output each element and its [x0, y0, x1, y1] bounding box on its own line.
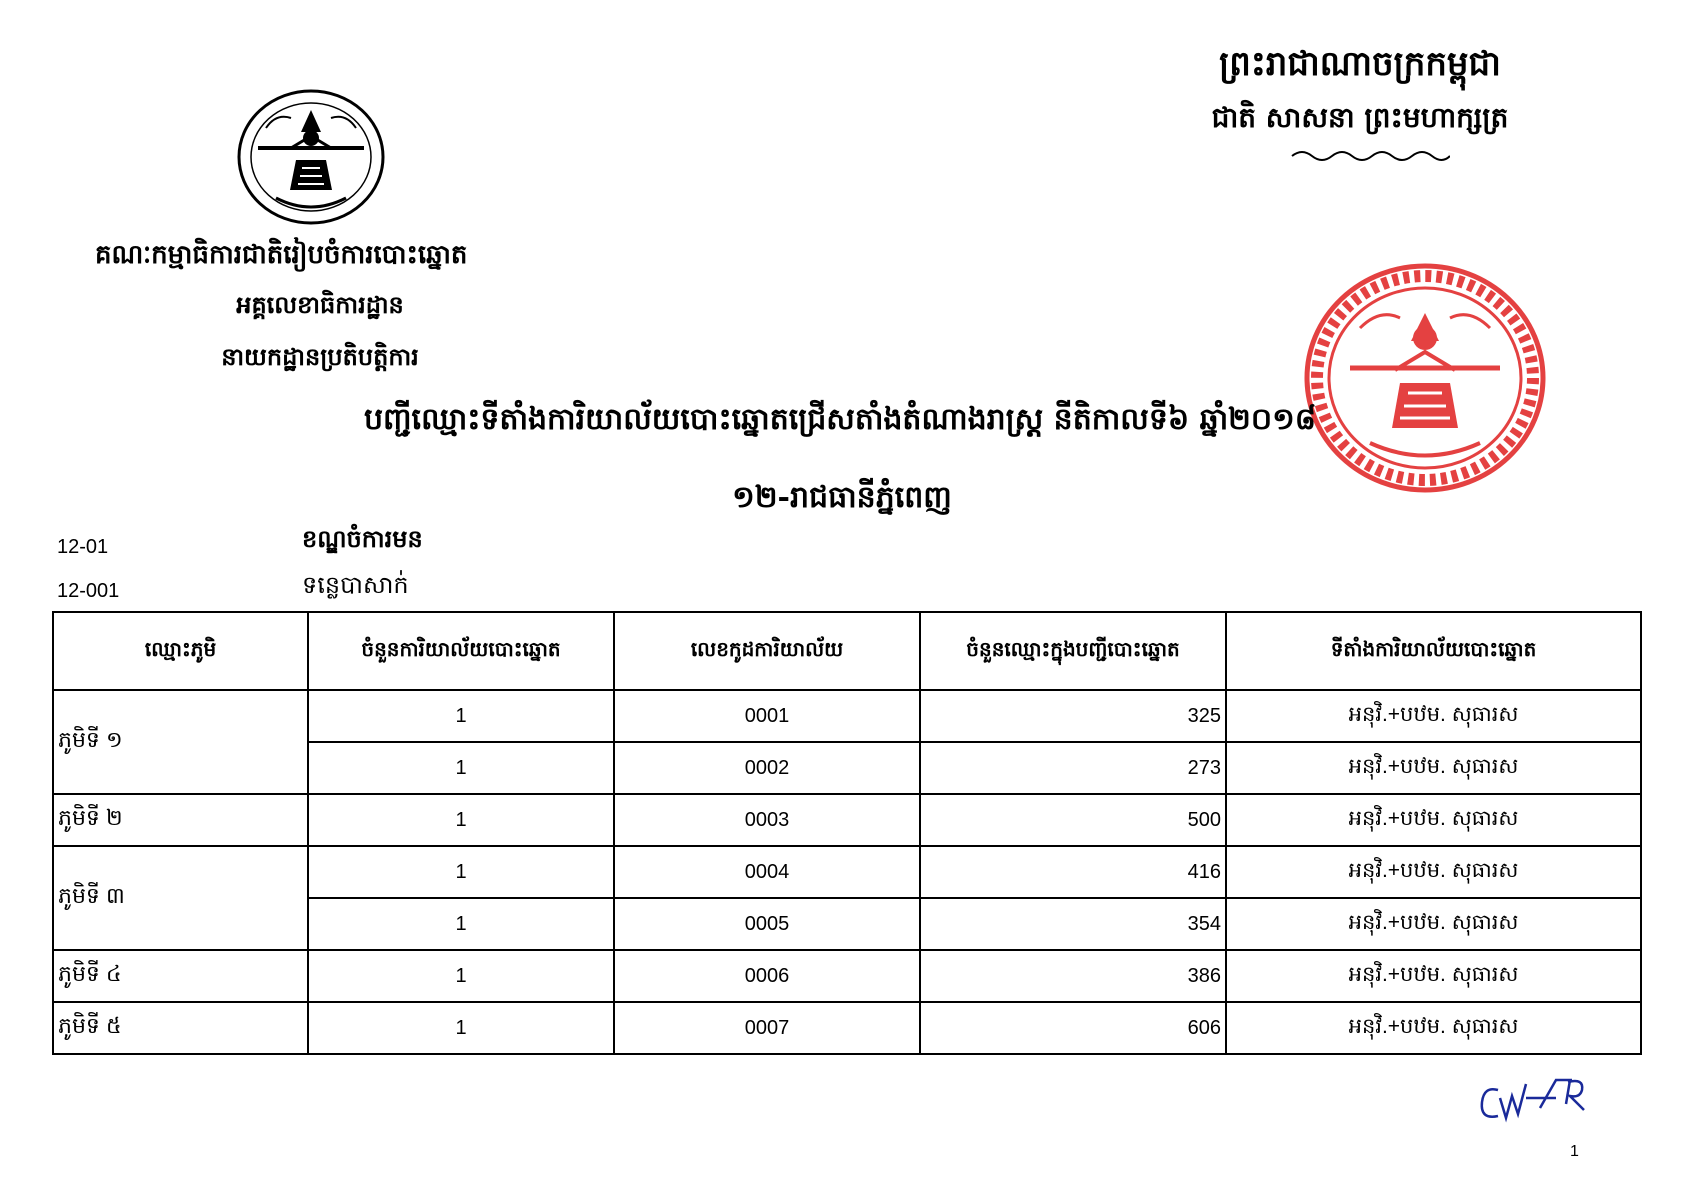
official-seal-stamp: [1300, 258, 1550, 498]
station-location-cell: អនុវិ.+បឋម. សុធារស: [1226, 846, 1641, 898]
station-code-cell: 0003: [614, 794, 920, 846]
table-row: [53, 846, 1641, 898]
handwritten-signature: [1470, 1068, 1620, 1128]
voter-count-cell: 325: [920, 690, 1226, 742]
department-name: អគ្គលេខាធិការដ្ឋាន: [236, 290, 404, 319]
station-code-cell: 0001: [614, 690, 920, 742]
station-code-cell: 0007: [614, 1002, 920, 1054]
voter-count-cell: 273: [920, 742, 1226, 794]
station-location-cell: អនុវិ.+បឋម. សុធារស: [1226, 950, 1641, 1002]
station-location-cell: អនុវិ.+បឋម. សុធារស: [1226, 690, 1641, 742]
village-name-cell: ភូមិទី ៤: [53, 950, 308, 1002]
voter-count-cell: 500: [920, 794, 1226, 846]
document-title: បញ្ជីឈ្មោះទីតាំងការិយាល័យបោះឆ្នោតជ្រើសតាំងតំណាងរាស្ត្រ នីតិកាលទី៦ ឆ្នាំ២០១៨: [363, 402, 1317, 437]
table-row: [53, 690, 1641, 742]
station-code-cell: 0005: [614, 898, 920, 950]
village-name-cell: ភូមិទី ២: [53, 794, 308, 846]
station-count-cell: 1: [308, 950, 614, 1002]
header-station-count: ចំនួនការិយាល័យបោះឆ្នោត: [308, 612, 614, 690]
district-code: 12-01: [57, 536, 109, 558]
ornament-divider: [1290, 148, 1450, 164]
document-subtitle: ១២-រាជធានីភ្នំពេញ: [732, 480, 952, 515]
station-count-cell: 1: [308, 794, 614, 846]
polling-stations-table-wrapper: [52, 611, 1640, 1055]
station-code-cell: 0006: [614, 950, 920, 1002]
station-count-cell: 1: [308, 846, 614, 898]
header-village-name: ឈ្មោះភូមិ: [53, 612, 308, 690]
table-row: [53, 1002, 1641, 1054]
header-station-location: ទីតាំងការិយាល័យបោះឆ្នោត: [1226, 612, 1641, 690]
station-count-cell: 1: [308, 742, 614, 794]
station-location-cell: អនុវិ.+បឋម. សុធារស: [1226, 898, 1641, 950]
table-header-row: [53, 612, 1641, 690]
table-row: [53, 950, 1641, 1002]
station-location-cell: អនុវិ.+បឋម. សុធារស: [1226, 1002, 1641, 1054]
page-number: 1: [1570, 1143, 1579, 1160]
header-station-code: លេខកូដការិយាល័យ: [614, 612, 920, 690]
voter-count-cell: 354: [920, 898, 1226, 950]
office-name: នាយកដ្ឋានប្រតិបត្តិការ: [221, 342, 419, 371]
voter-count-cell: 386: [920, 950, 1226, 1002]
station-count-cell: 1: [308, 1002, 614, 1054]
header-voter-count: ចំនួនឈ្មោះក្នុងបញ្ជីបោះឆ្នោត: [920, 612, 1226, 690]
kingdom-motto: ជាតិ សាសនា ព្រះមហាក្សត្រ: [1211, 101, 1509, 134]
station-count-cell: 1: [308, 690, 614, 742]
polling-stations-table: [52, 611, 1642, 1055]
voter-count-cell: 416: [920, 846, 1226, 898]
table-body: [53, 690, 1641, 1054]
voter-count-cell: 606: [920, 1002, 1226, 1054]
village-name-cell: ភូមិទី ១: [53, 690, 308, 794]
village-name-cell: ភូមិទី ៥: [53, 1002, 308, 1054]
kingdom-title: ព្រះរាជាណាចក្រកម្ពុជា: [1219, 44, 1501, 84]
district-name: ខណ្ឌចំការមន: [302, 524, 423, 553]
commune-name: ទន្លេបាសាក់: [302, 571, 409, 599]
organization-name: គណៈកម្មាធិការជាតិរៀបចំការបោះឆ្នោត: [95, 240, 468, 270]
station-code-cell: 0002: [614, 742, 920, 794]
station-count-cell: 1: [308, 898, 614, 950]
nec-emblem-icon: [236, 88, 386, 226]
station-location-cell: អនុវិ.+បឋម. សុធារស: [1226, 742, 1641, 794]
commune-code: 12-001: [57, 580, 120, 602]
station-location-cell: អនុវិ.+បឋម. សុធារស: [1226, 794, 1641, 846]
station-code-cell: 0004: [614, 846, 920, 898]
table-row: [53, 794, 1641, 846]
village-name-cell: ភូមិទី ៣: [53, 846, 308, 950]
